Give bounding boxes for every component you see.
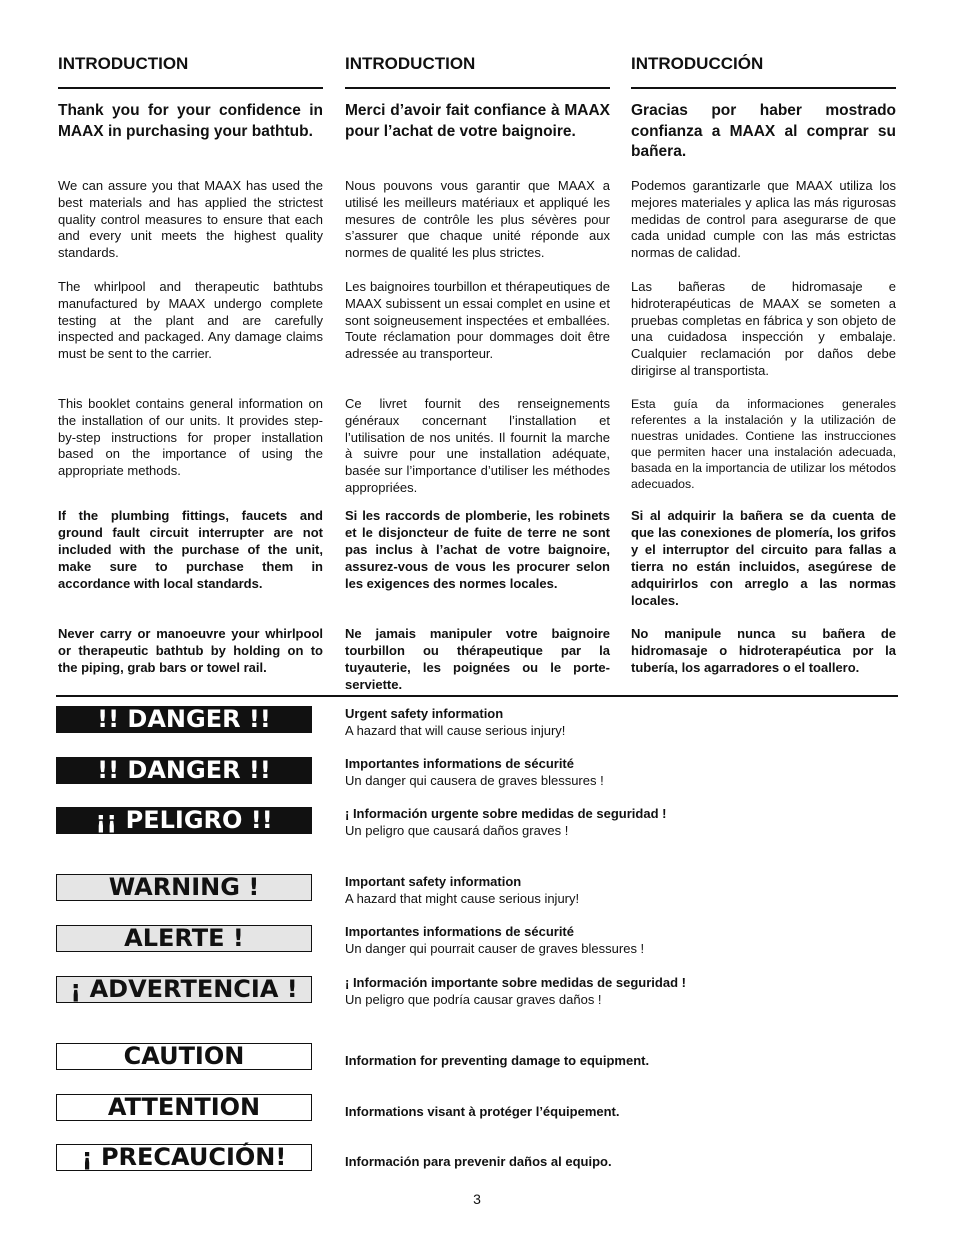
heading-rule-en [58, 87, 323, 89]
signal-title: ¡ Información importante sobre medidas de seguridad ! [345, 975, 686, 990]
signal-text: Un peligro que podría causar graves daños ! [345, 992, 602, 1007]
signal-box-attention-fr: ATTENTION [56, 1094, 312, 1121]
section-divider [56, 695, 898, 697]
signal-desc-attention-fr [345, 1103, 620, 1120]
intro-paragraph-en-1: We can assure you that MAAX has used the best materials and has applied the strictest quality control measures to ensure that each and every unit meets the highest quality standards. [58, 178, 323, 261]
signal-box-warning-en: WARNING ! [56, 874, 312, 901]
signal-box-alerte-fr: ALERTE ! [56, 925, 312, 952]
signal-text: A hazard that will cause serious injury! [345, 723, 566, 738]
intro-bold-fr-1: Si les raccords de plomberie, les robinets et le disjoncteur de fuite de terre ne sont pas inclus à l’achat de votre baignoire, assurez-vous de vous les procurer selon les exigences des normes locales. [345, 508, 610, 591]
signal-title: Importantes informations de sécurité [345, 756, 574, 771]
signal-text: Un peligro que causará daños graves ! [345, 823, 569, 838]
signal-desc-peligro-es [345, 805, 666, 839]
heading-rule-fr [345, 87, 610, 89]
signal-text: Un danger qui causera de graves blessures ! [345, 773, 604, 788]
signal-title: ¡ Información urgente sobre medidas de seguridad ! [345, 806, 667, 821]
signal-title: Important safety information [345, 874, 522, 889]
page-number: 3 [473, 1191, 481, 1207]
signal-title: Información para prevenir daños al equipo. [345, 1154, 612, 1169]
signal-desc-danger-en [345, 705, 565, 739]
heading-rule-es [631, 87, 896, 89]
signal-text: Un danger qui pourrait causer de graves blessures ! [345, 941, 645, 956]
intro-lead-en: Thank you for your confidence in MAAX in purchasing your bathtub. [58, 102, 323, 140]
signal-box-danger-en: !! DANGER !! [56, 706, 312, 733]
signal-desc-alerte-fr [345, 923, 644, 957]
signal-desc-caution-en [345, 1052, 649, 1069]
signal-title: Urgent safety information [345, 706, 504, 721]
intro-paragraph-es-3: Esta guía da informaciones generales referentes a la instalación y la utilización de nuestras unidades. Contiene las instrucciones que permiten hacer una instalación adecuada, basada en la importancia de utilizar los métodos adecuados. [631, 397, 896, 491]
signal-box-advertencia-es: ¡ ADVERTENCIA ! [56, 976, 312, 1003]
intro-paragraph-fr-1: Nous pouvons vous garantir que MAAX a utilisé les meilleurs matériaux et appliqué les mesures de contrôle les plus sévères pour s’assurer que chaque unité réponde aux normes de qualité les plus strictes. [345, 178, 610, 261]
signal-box-danger-fr: !! DANGER !! [56, 757, 312, 784]
signal-box-peligro-es: ¡¡ PELIGRO !! [56, 807, 312, 834]
intro-lead-es: Gracias por haber mostrado confianza a MAAX al comprar su bañera. [631, 102, 896, 160]
intro-paragraph-fr-2: Les baignoires tourbillon et thérapeutiques de MAAX subissent un essai complet en usine et sont soigneusement inspectées et emballées. Toute réclamation pour dommages doit être adressée au transporteur. [345, 279, 610, 362]
signal-title: Informations visant à protéger l’équipement. [345, 1104, 620, 1119]
intro-paragraph-es-2: Las bañeras de hidromasaje e hidroterapéuticas de MAAX se someten a pruebas completas en fábrica y son objeto de una cuidadosa inspección y embalaje. Cualquier reclamación por daños debe dirigirse al transportista. [631, 279, 896, 378]
signal-box-caution-en: CAUTION [56, 1043, 312, 1070]
signal-desc-danger-fr [345, 755, 604, 789]
signal-box-precaucion-es: ¡ PRECAUCIÓN! [56, 1144, 312, 1171]
signal-desc-warning-en [345, 873, 579, 907]
signal-text: A hazard that might cause serious injury! [345, 891, 580, 906]
intro-paragraph-fr-3: Ce livret fournit des renseignements généraux concernant l’installation et l’utilisation de nos unités. Il fournit la marche à suivre pour une installation adéquate, basée sur l’importance d’utiliser les méthodes appropriées. [345, 396, 610, 495]
intro-paragraph-en-2: The whirlpool and therapeutic bathtubs manufactured by MAAX undergo complete testing at the plant and are carefully inspected and packaged. Any damage claims must be sent to the carrier. [58, 279, 323, 362]
intro-bold-es-1: Si al adquirir la bañera se da cuenta de que las conexiones de plomería, los grifos y el interruptor del circuito para fallas a tierra no están incluidos, asegúrese de adquirirlos con arreglo a las normas locales. [631, 508, 896, 608]
intro-heading-fr: INTRODUCTION [345, 54, 476, 73]
intro-bold-es-2: No manipule nunca su bañera de hidromasaje o hidroterapéutica por la tubería, los agarradores o el toallero. [631, 626, 896, 675]
intro-bold-fr-2: Ne jamais manipuler votre baignoire tourbillon ou thérapeutique par la tuyauterie, les poignées ou le porte-serviette. [345, 626, 610, 692]
intro-bold-en-1: If the plumbing fittings, faucets and ground fault circuit interrupter are not included with the purchase of the unit, make sure to purchase them in accordance with local standards. [58, 508, 323, 591]
signal-title: Information for preventing damage to equipment. [345, 1053, 650, 1068]
signal-desc-precaucion-es [345, 1153, 612, 1170]
intro-bold-en-2: Never carry or manoeuvre your whirlpool or therapeutic bathtub by holding on to the piping, grab bars or towel rail. [58, 626, 323, 675]
signal-desc-advertencia-es [345, 974, 686, 1008]
signal-title: Importantes informations de sécurité [345, 924, 574, 939]
intro-paragraph-en-3: This booklet contains general information on the installation of our units. It provides step-by-step instructions for proper installation based on the importance of using the appropriate methods. [58, 396, 323, 479]
intro-lead-fr: Merci d’avoir fait confiance à MAAX pour l’achat de votre baignoire. [345, 102, 610, 140]
intro-paragraph-es-1: Podemos garantizarle que MAAX utiliza los mejores materiales y aplica las más rigurosas medidas de control para asegurarse de que cada unidad cumple con las más estrictas normas de calidad. [631, 178, 896, 261]
intro-heading-en: INTRODUCTION [58, 54, 189, 73]
intro-heading-es: INTRODUCCIÓN [631, 54, 764, 73]
